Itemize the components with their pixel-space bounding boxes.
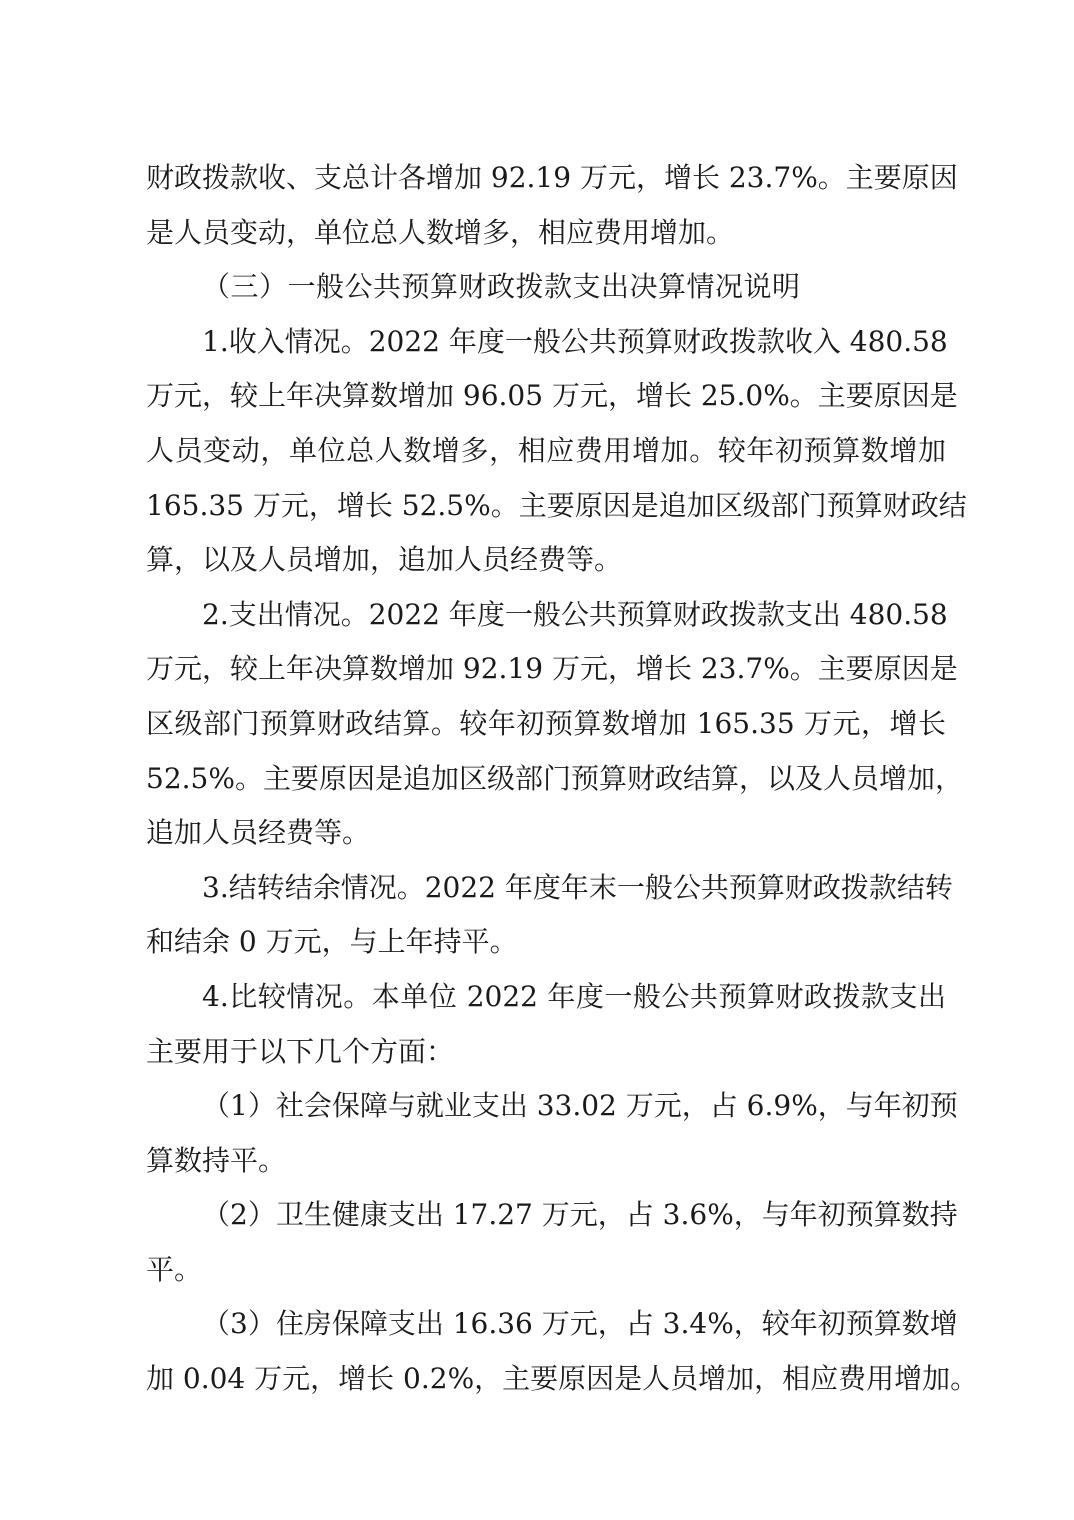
- document-body: [146, 151, 979, 1407]
- text-line: 加 0.04 万元，增长 0.2%，主要原因是人员增加，相应费用增加。: [146, 1362, 979, 1396]
- text-line: 1.收入情况。2022 年度一般公共预算财政拨款收入 480.58: [202, 324, 948, 358]
- text-line: （2）卫生健康支出 17.27 万元，占 3.6%，与年初预算数持: [202, 1198, 958, 1232]
- text-line: 和结余 0 万元，与上年持平。: [146, 925, 518, 959]
- text-line: 52.5%。主要原因是追加区级部门预算财政结算，以及人员增加，: [146, 761, 963, 795]
- text-line: 3.结转结余情况。2022 年度年末一般公共预算财政拨款结转: [202, 870, 953, 904]
- text-line: 万元，较上年决算数增加 96.05 万元，增长 25.0%。主要原因是: [146, 379, 958, 413]
- text-line: 165.35 万元，增长 52.5%。主要原因是追加区级部门预算财政结: [146, 488, 967, 522]
- text-line: 算数持平。: [146, 1143, 287, 1177]
- text-line: 区级部门预算财政结算。较年初预算数增加 165.35 万元，增长: [146, 706, 946, 740]
- text-line: 财政拨款收、支总计各增加 92.19 万元，增长 23.7%。主要原因: [146, 161, 958, 194]
- text-line: 4.比较情况。本单位 2022 年度一般公共预算财政拨款支出: [202, 979, 946, 1013]
- text-line: 万元，较上年决算数增加 92.19 万元，增长 23.7%。主要原因是: [146, 652, 958, 686]
- text-line: 人员变动，单位总人数增多，相应费用增加。较年初预算数增加: [146, 433, 946, 467]
- text-line: 追加人员经费等。: [146, 816, 371, 850]
- text-line: 主要用于以下几个方面：: [146, 1034, 455, 1068]
- text-line: （3）住房保障支出 16.36 万元，占 3.4%，较年初预算数增: [202, 1307, 958, 1341]
- section-heading: （三）一般公共预算财政拨款支出决算情况说明: [202, 270, 801, 304]
- text-line: 2.支出情况。2022 年度一般公共预算财政拨款支出 480.58: [202, 597, 948, 631]
- text-line: 是人员变动，单位总人数增多，相应费用增加。: [146, 215, 735, 249]
- text-line: （1）社会保障与就业支出 33.02 万元，占 6.9%，与年初预: [202, 1089, 958, 1123]
- text-line: 算，以及人员增加，追加人员经费等。: [146, 543, 623, 577]
- text-line: 平。: [146, 1252, 203, 1286]
